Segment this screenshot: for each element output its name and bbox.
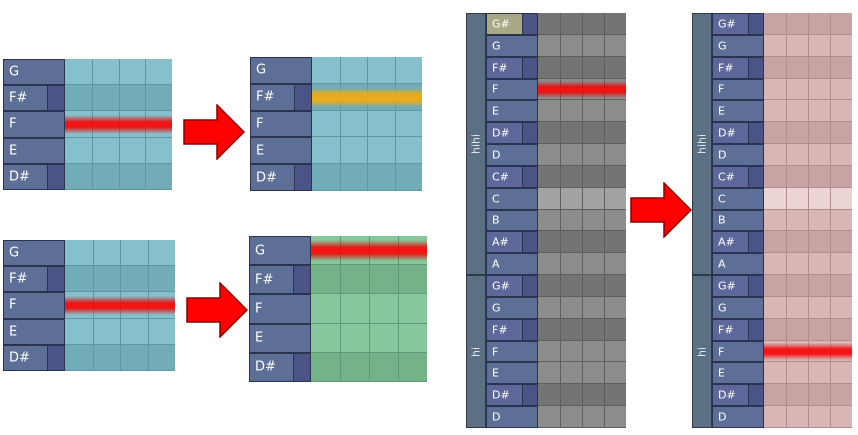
piano-key[interactable] (3, 111, 65, 137)
piano-key-label: G# (492, 279, 510, 293)
piano-key[interactable] (250, 137, 312, 164)
piano-key[interactable] (712, 100, 764, 122)
piano-key-label: F (255, 301, 263, 317)
piano-key-label: E (718, 366, 725, 380)
section-label: hihi (695, 134, 709, 155)
piano-key[interactable] (486, 297, 538, 319)
piano-key[interactable] (250, 84, 312, 111)
piano-key-label: G (255, 243, 266, 259)
piano-key-label: G (256, 62, 267, 78)
piano-key-label: C (492, 192, 500, 206)
piano-key-label: F (492, 345, 499, 359)
piano-key-label: D# (718, 388, 736, 402)
piano-key-label: D# (255, 359, 276, 375)
piano-key[interactable] (249, 353, 311, 382)
piano-key-label: G (9, 245, 20, 261)
piano-key[interactable] (3, 138, 65, 164)
piano-key[interactable] (3, 59, 65, 85)
black-key-tab (748, 232, 763, 252)
grid-column-line (560, 13, 561, 428)
note-grid (65, 59, 172, 190)
piano-roll-panel-small-2 (250, 57, 422, 191)
piano-key-label: G (718, 301, 727, 315)
piano-key-label: E (718, 104, 725, 118)
piano-key-label: G (718, 39, 727, 53)
piano-key-label: D# (492, 126, 510, 140)
black-key-tab (522, 320, 537, 340)
piano-key[interactable] (486, 384, 538, 406)
piano-key-label: E (256, 143, 265, 159)
piano-key-label: E (255, 330, 264, 346)
piano-key-label: C (718, 192, 726, 206)
piano-key-label: F (9, 116, 17, 132)
piano-key[interactable] (486, 362, 538, 384)
black-key-tab (47, 346, 64, 370)
piano-key[interactable] (249, 324, 311, 353)
section-label-bar (466, 275, 486, 428)
piano-key[interactable] (3, 85, 65, 111)
black-key-tab (522, 14, 537, 34)
piano-key-label: F (492, 82, 499, 96)
section-label: hihi (469, 134, 483, 155)
keyboard (3, 59, 65, 190)
piano-key[interactable] (486, 341, 538, 363)
piano-key-label: G# (492, 17, 510, 31)
piano-key[interactable] (486, 406, 538, 428)
piano-key[interactable] (712, 79, 764, 101)
note-grid (312, 57, 422, 191)
piano-key-label: F# (492, 61, 508, 75)
black-key-tab (522, 123, 537, 143)
piano-key[interactable] (712, 144, 764, 166)
piano-roll-panel-tall-1 (466, 13, 626, 428)
grid-column-line (367, 57, 368, 191)
piano-key[interactable] (250, 57, 312, 84)
piano-key-label: B (718, 213, 726, 227)
piano-key[interactable] (712, 275, 764, 297)
note-band (65, 296, 175, 314)
piano-key-label: A (718, 257, 726, 271)
piano-key[interactable] (486, 319, 538, 341)
piano-key[interactable] (712, 406, 764, 428)
grid-column-line (582, 13, 583, 428)
piano-key[interactable] (486, 144, 538, 166)
piano-key[interactable] (712, 384, 764, 406)
piano-key[interactable] (486, 57, 538, 79)
piano-key-label: D# (9, 350, 30, 366)
black-key-tab (748, 14, 763, 34)
note-grid (311, 236, 427, 382)
piano-key[interactable] (3, 266, 65, 292)
piano-key-label: F (718, 345, 725, 359)
piano-key[interactable] (486, 210, 538, 232)
black-key-tab (293, 266, 310, 293)
piano-key[interactable] (712, 122, 764, 144)
piano-roll-panel-tall-2 (692, 13, 852, 428)
piano-key-label: F# (9, 90, 28, 106)
piano-key-label: F# (492, 323, 508, 337)
piano-key[interactable] (3, 292, 65, 318)
right-arrow-icon (630, 182, 692, 238)
section-label: hi (469, 346, 483, 357)
note-band (312, 88, 422, 107)
piano-key-label: D# (492, 388, 510, 402)
piano-key[interactable] (249, 294, 311, 323)
piano-key[interactable] (486, 253, 538, 275)
black-key-tab (748, 276, 763, 296)
black-key-tab (294, 165, 311, 190)
piano-key[interactable] (3, 319, 65, 345)
piano-key-label: A (492, 257, 500, 271)
note-band (764, 343, 852, 360)
piano-key-label: D (718, 148, 727, 162)
piano-key-label: G (492, 39, 501, 53)
piano-key[interactable] (249, 236, 311, 265)
keyboard (249, 236, 311, 382)
piano-key-label: G# (718, 17, 736, 31)
piano-key[interactable] (712, 231, 764, 253)
piano-key-label: F# (718, 323, 734, 337)
right-arrow-icon (186, 282, 248, 338)
piano-key[interactable] (486, 275, 538, 297)
piano-key-label: F# (9, 271, 28, 287)
black-key-tab (294, 85, 311, 110)
piano-key[interactable] (249, 265, 311, 294)
grid-column-line (395, 57, 396, 191)
piano-key[interactable] (712, 35, 764, 57)
section-label-bar (692, 275, 712, 428)
piano-key-label: F# (256, 89, 275, 105)
piano-key[interactable] (712, 13, 764, 35)
piano-key[interactable] (712, 57, 764, 79)
piano-key[interactable] (3, 164, 65, 190)
piano-key-label: F (256, 116, 264, 132)
piano-key[interactable] (486, 122, 538, 144)
piano-key-label: D# (9, 169, 30, 185)
piano-key-label: F# (718, 61, 734, 75)
piano-key-label: D (718, 410, 727, 424)
piano-key[interactable] (486, 13, 538, 35)
piano-key[interactable] (712, 253, 764, 275)
piano-key[interactable] (486, 231, 538, 253)
piano-key-label: D# (256, 170, 277, 186)
grid-column-line (786, 13, 787, 428)
piano-key-label: F (9, 297, 17, 313)
black-key-tab (522, 232, 537, 252)
piano-key[interactable] (712, 166, 764, 188)
piano-key[interactable] (486, 100, 538, 122)
black-key-tab (522, 385, 537, 405)
grid-column-line (830, 13, 831, 428)
black-key-tab (748, 123, 763, 143)
piano-roll-panel-small-1 (3, 59, 172, 190)
black-key-tab (522, 167, 537, 187)
piano-roll-panel-small-3 (3, 240, 175, 371)
black-key-tab (293, 354, 310, 381)
piano-key[interactable] (486, 35, 538, 57)
note-grid (538, 13, 626, 428)
piano-key[interactable] (712, 319, 764, 341)
section-label-bar (692, 13, 712, 275)
keyboard (250, 57, 312, 191)
right-arrow-icon (183, 104, 245, 160)
piano-key-label: C# (492, 170, 509, 184)
piano-key-label: D (492, 410, 501, 424)
piano-key[interactable] (486, 188, 538, 210)
grid-column-line (808, 13, 809, 428)
note-band (311, 240, 427, 260)
grid-column-line (604, 13, 605, 428)
piano-key-label: D (492, 148, 501, 162)
black-key-tab (47, 267, 64, 291)
piano-key[interactable] (250, 111, 312, 138)
piano-key-label: F (718, 82, 725, 96)
black-key-tab (47, 165, 64, 189)
note-band (65, 115, 172, 133)
piano-key-label: E (492, 104, 499, 118)
piano-key[interactable] (3, 240, 65, 266)
piano-key-label: A# (718, 235, 735, 249)
piano-key[interactable] (712, 297, 764, 319)
piano-key[interactable] (712, 210, 764, 232)
piano-key-label: F# (255, 272, 274, 288)
piano-roll-panel-small-4 (249, 236, 427, 382)
note-grid (65, 240, 175, 371)
black-key-tab (748, 58, 763, 78)
black-key-tab (522, 276, 537, 296)
piano-key-label: G# (718, 279, 736, 293)
piano-key-label: E (492, 366, 499, 380)
piano-key-label: G (9, 64, 20, 80)
piano-key[interactable] (712, 341, 764, 363)
piano-key-label: D# (718, 126, 736, 140)
piano-key[interactable] (3, 345, 65, 371)
note-band (538, 81, 626, 98)
piano-key-label: E (9, 324, 18, 340)
black-key-tab (748, 385, 763, 405)
piano-key[interactable] (250, 164, 312, 191)
black-key-tab (748, 320, 763, 340)
black-key-tab (522, 58, 537, 78)
piano-key-label: E (9, 143, 18, 159)
piano-key[interactable] (486, 166, 538, 188)
black-key-tab (47, 86, 64, 110)
section-label-bar (466, 13, 486, 275)
grid-column-line (340, 57, 341, 191)
note-grid (764, 13, 852, 428)
piano-key-label: B (492, 213, 500, 227)
piano-key-label: A# (492, 235, 509, 249)
black-key-tab (748, 167, 763, 187)
piano-key[interactable] (712, 188, 764, 210)
keyboard (3, 240, 65, 371)
piano-key[interactable] (486, 79, 538, 101)
section-label: hi (695, 346, 709, 357)
piano-key-label: C# (718, 170, 735, 184)
piano-key-label: G (492, 301, 501, 315)
piano-key[interactable] (712, 362, 764, 384)
